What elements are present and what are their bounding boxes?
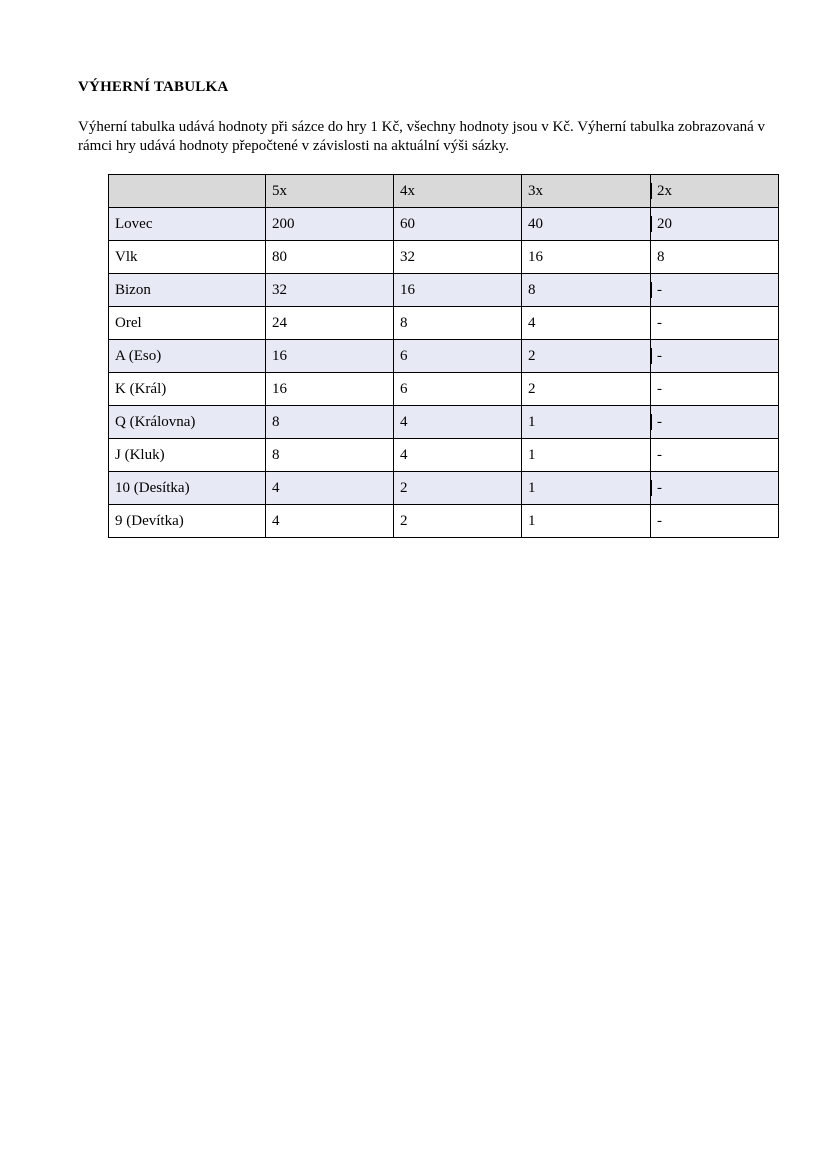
value-cell: 80	[266, 241, 394, 274]
symbol-cell: Vlk	[109, 241, 266, 274]
table-header-row	[109, 175, 779, 208]
value-cell: 16	[522, 241, 651, 274]
value-cell: 8	[394, 307, 522, 340]
value-cell: 6	[394, 340, 522, 373]
value-cell-text: 20	[657, 215, 672, 232]
value-cell: -	[651, 373, 779, 406]
value-cell: 4	[394, 439, 522, 472]
symbol-cell: K (Král)	[109, 373, 266, 406]
value-cell: 16	[266, 373, 394, 406]
value-cell: 6	[394, 373, 522, 406]
value-cell: 32	[266, 274, 394, 307]
value-cell: 4	[522, 307, 651, 340]
symbol-cell: Bizon	[109, 274, 266, 307]
symbol-cell: Q (Královna)	[109, 406, 266, 439]
value-cell: 2	[522, 340, 651, 373]
symbol-cell: J (Kluk)	[109, 439, 266, 472]
text-cursor	[651, 348, 652, 364]
value-cell: 8	[651, 241, 779, 274]
header-cell-symbol	[109, 175, 266, 208]
header-cell-2x	[651, 175, 779, 208]
symbol-cell: 10 (Desítka)	[109, 472, 266, 505]
value-cell: 200	[266, 208, 394, 241]
value-cell	[651, 406, 779, 439]
value-cell: 2	[522, 373, 651, 406]
header-cell-2x-text: 2x	[657, 182, 672, 199]
value-cell	[651, 340, 779, 373]
value-cell: 2	[394, 472, 522, 505]
value-cell: 2	[394, 505, 522, 538]
value-cell: 1	[522, 472, 651, 505]
value-cell-text: -	[657, 479, 662, 496]
value-cell: -	[651, 505, 779, 538]
value-cell: 4	[266, 505, 394, 538]
table-row	[109, 241, 779, 274]
symbol-cell: Orel	[109, 307, 266, 340]
value-cell-text: -	[657, 413, 662, 430]
text-cursor	[651, 282, 652, 298]
value-cell: 1	[522, 439, 651, 472]
header-cell-3x: 3x	[522, 175, 651, 208]
intro-paragraph: Výherní tabulka udává hodnoty při sázce do hry 1 Kč, všechny hodnoty jsou v Kč. Výherní tabulka zobrazovaná v rámci hry udává hodnoty přepočtené v závislosti na aktuální výši sázky.	[78, 119, 766, 154]
table-row	[109, 208, 779, 241]
text-cursor	[651, 183, 652, 199]
value-cell: 8	[522, 274, 651, 307]
text-cursor	[651, 216, 652, 232]
value-cell: 32	[394, 241, 522, 274]
table-row	[109, 274, 779, 307]
table-row	[109, 340, 779, 373]
value-cell	[651, 472, 779, 505]
value-cell: 16	[266, 340, 394, 373]
header-cell-5x: 5x	[266, 175, 394, 208]
value-cell: 16	[394, 274, 522, 307]
table-row	[109, 439, 779, 472]
document-title: VÝHERNÍ TABULKA	[78, 79, 229, 95]
table-row	[109, 373, 779, 406]
table-row	[109, 307, 779, 340]
symbol-cell: A (Eso)	[109, 340, 266, 373]
value-cell: 1	[522, 505, 651, 538]
header-cell-4x: 4x	[394, 175, 522, 208]
value-cell: 1	[522, 406, 651, 439]
value-cell: 8	[266, 439, 394, 472]
value-cell: 60	[394, 208, 522, 241]
value-cell-text: -	[657, 281, 662, 298]
text-cursor	[651, 480, 652, 496]
symbol-cell: Lovec	[109, 208, 266, 241]
value-cell-text: -	[657, 347, 662, 364]
value-cell: 8	[266, 406, 394, 439]
text-cursor	[651, 414, 652, 430]
table-row	[109, 406, 779, 439]
value-cell: 40	[522, 208, 651, 241]
value-cell: -	[651, 307, 779, 340]
value-cell: 4	[266, 472, 394, 505]
payout-table	[108, 174, 779, 538]
table-row	[109, 505, 779, 538]
value-cell: -	[651, 439, 779, 472]
table-row	[109, 472, 779, 505]
symbol-cell: 9 (Devítka)	[109, 505, 266, 538]
value-cell: 4	[394, 406, 522, 439]
value-cell	[651, 274, 779, 307]
value-cell: 24	[266, 307, 394, 340]
value-cell	[651, 208, 779, 241]
